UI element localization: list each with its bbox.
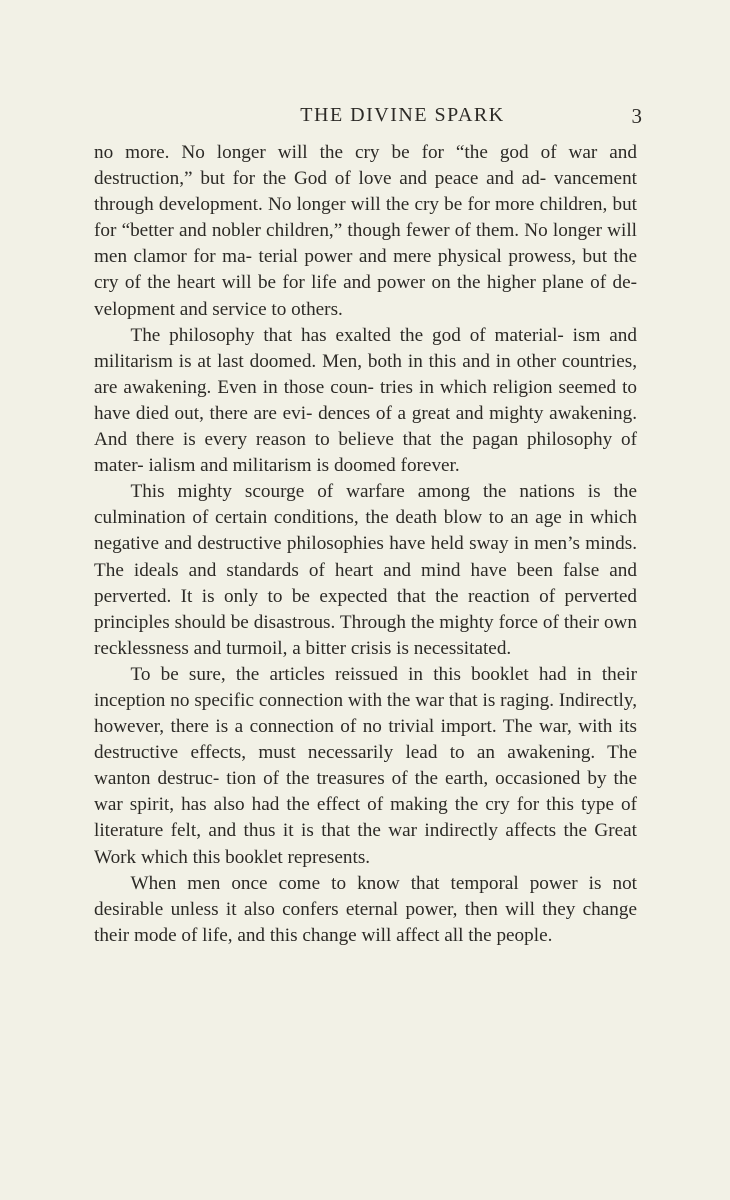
running-head [0, 104, 730, 134]
paragraph-3: This mighty scourge of warfare among the nations is the culmination of certain conditions, the death blow to an age in which negative and destructive philosophies have held sway in men’s minds. The ideals and standards of heart and mind have been false and perverted. It is only to be expected that the reaction of perverted principles should be disastrous. Through the mighty force of their own recklessness and turmoil, a bitter crisis is necessitated. [94, 481, 637, 659]
running-head-title: THE DIVINE SPARK [300, 104, 505, 126]
paragraph-2: The philosophy that has exalted the god of material- ism and militarism is at last doomed. Men, both in this and in other countries, are awakening. Even in those coun- tries in which religion seemed to have died out, there are evi- dences of a great and mighty awakening. And there is every reason to believe that the pagan philosophy of mater- ialism and militarism is doomed forever. [94, 324, 637, 477]
paragraph-1: no more. No longer will the cry be for “the god of war and destruction,” but for the God of love and peace and ad- vancement through development. No longer will the cry be for more children, but for “better and nobler children,” though fewer of them. No longer will men clamor for ma- terial power and mere physical prowess, but the cry of the heart will be for life and power on the higher plane of de- velopment and service to others. [94, 142, 637, 320]
page-number: 3 [631, 104, 642, 128]
paragraph-4: To be sure, the articles reissued in this booklet had in their inception no specific connection with the war that is raging. Indirectly, however, there is a connection of no trivial import. The war, with its destructive effects, must necessarily lead to an awakening. The wanton destruc- tion of the treasures of the earth, occasioned by the war spirit, has also had the effect of making the cry for this type of literature felt, and thus it is that the war indirectly affects the Great Work which this booklet represents. [94, 663, 637, 868]
body-text [94, 140, 637, 949]
paragraph-5: When men once come to know that temporal power is not desirable unless it also confers eternal power, then will they change their mode of life, and this change will affect all the people. [94, 872, 637, 946]
